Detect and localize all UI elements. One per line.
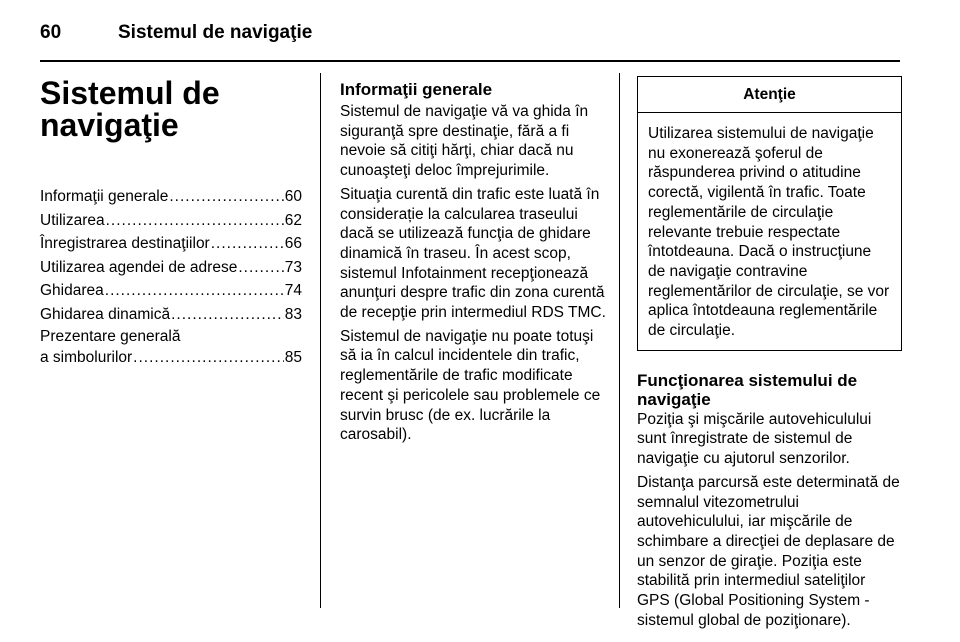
paragraph: Poziţia şi mişcările autovehiculului sunt înregistrate de sistemul de navigaţie cu ajutorul senzorilor. — [637, 410, 872, 468]
header-rule — [40, 60, 900, 62]
paragraph: Distanţa parcursă este determinată de semnalul vitezometrului autovehiculului, iar mişcările de schimbare a direcţiei de deplasare de un senzor de giraţie. Poziţia este stabilită prin intermediul sateliţilor GPS (Global Positioning System - sistemul global de poziţionare). — [637, 473, 900, 629]
page-number: 60 — [40, 22, 62, 43]
section-heading: Informaţii generale — [340, 80, 493, 99]
toc-leader-dots — [105, 279, 284, 303]
toc-entry-label: Utilizarea agendei de adrese — [40, 258, 238, 276]
toc-leader-dots — [211, 232, 284, 256]
toc-entry-label: Prezentare generală — [40, 328, 181, 345]
warning-text: Utilizarea sistemului de navigaţie nu exonerează şoferul de răspunderea privind o atitudine corectă, vigilentă în trafic. Toate reglementările de circulaţie relevante trebuie respectate întotdeauna. Dacă o instrucţiune de navigaţie contravine reglementărilor de circulaţie, se vor aplica întotdeauna reglementările de circulaţie. — [648, 125, 890, 340]
middle-column — [340, 73, 606, 449]
toc-entry-page: 62 — [284, 211, 302, 229]
running-title: Sistemul de navigaţie — [118, 22, 313, 43]
left-column — [40, 73, 302, 368]
toc-entry[interactable] — [40, 209, 302, 233]
paragraph: Sistemul de navigaţie nu poate totuşi să ia în calcul incidentele din trafic, reglementările de trafic modificate recent şi pericolele sau problemele ce survin brusc (de ex. lucrările la carosabil). — [340, 327, 601, 444]
chapter-title — [40, 77, 302, 141]
column-divider — [320, 73, 321, 608]
toc-leader-dots — [171, 303, 284, 327]
section-heading: Funcţionarea sistemului de navigaţie — [637, 370, 858, 409]
column-divider — [619, 73, 620, 608]
toc-entry-page: 74 — [284, 282, 302, 299]
toc-leader-dots — [106, 209, 284, 233]
paragraph: Sistemul de navigaţie vă va ghida în siguranţă spre destinaţie, fără a fi nevoie să citiţi hărţi, chiar dacă nu cunoaşteţi deloc împrejurimile. — [340, 103, 589, 180]
toc-leader-dots — [238, 256, 283, 280]
toc-entry[interactable] — [40, 279, 302, 303]
toc-entry-page: 60 — [284, 188, 302, 205]
toc-entry-label-continued: a simbolurilor — [40, 349, 133, 366]
warning-title: Atenţie — [638, 77, 901, 113]
toc-leader-dots — [169, 185, 283, 209]
toc-entry-page: 66 — [284, 235, 302, 252]
toc-entry-label: Ghidarea — [40, 282, 104, 299]
page-header — [40, 12, 900, 50]
toc-entry-label: Informaţii generale — [40, 188, 169, 205]
toc-entry-label: Ghidarea dinamică — [40, 305, 171, 323]
table-of-contents — [40, 185, 302, 368]
toc-entry-page: 85 — [284, 349, 302, 366]
toc-entry[interactable] — [40, 256, 302, 280]
toc-entry-label: Utilizarea — [40, 211, 105, 229]
toc-entry[interactable] — [40, 326, 302, 368]
toc-entry[interactable] — [40, 303, 302, 327]
chapter-title-line-2: navigaţie — [40, 107, 179, 143]
toc-entry[interactable] — [40, 232, 302, 256]
right-column — [637, 73, 902, 634]
toc-entry[interactable] — [40, 185, 302, 209]
toc-entry-page: 83 — [284, 305, 302, 323]
warning-box — [637, 76, 902, 351]
paragraph: Situaţia curentă din trafic este luată în considerație la calcularea traseului dacă se utilizează funcţia de ghidare dinamică în traseu. În acest scop, sistemul Infotainment recepţionează anunţuri despre trafic din zona curentă de recepţie prin intermediul RDS TMC. — [340, 185, 606, 322]
toc-leader-dots — [133, 347, 284, 368]
chapter-title-line-1: Sistemul de — [40, 75, 220, 111]
toc-entry-page: 73 — [284, 258, 302, 276]
toc-entry-label: Înregistrarea destinaţiilor — [40, 235, 210, 252]
